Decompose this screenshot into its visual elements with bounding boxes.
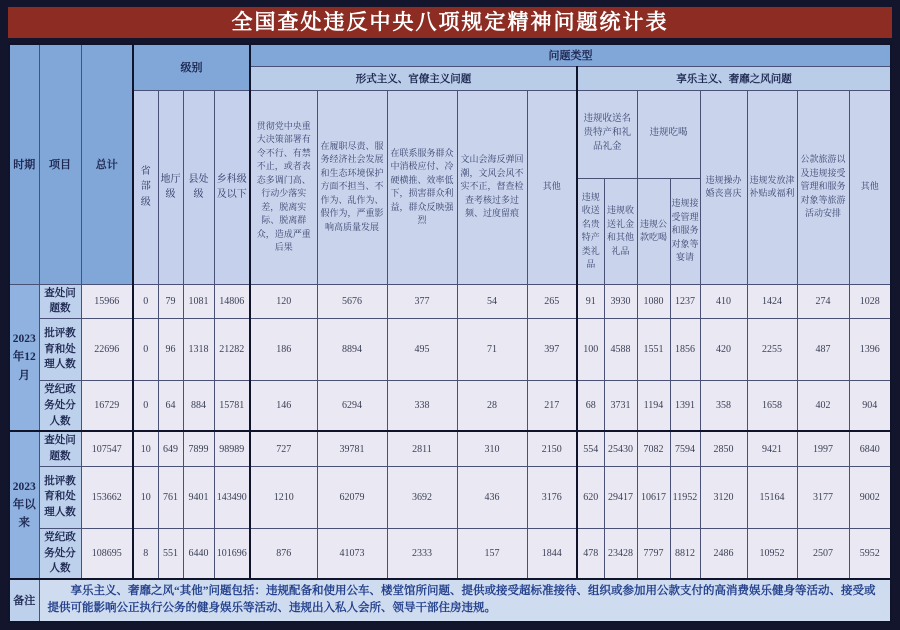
period-label: 2023年以来	[9, 431, 39, 579]
data-cell: 100	[577, 319, 604, 381]
data-cell: 8812	[670, 528, 700, 579]
row-label: 查处问题数	[39, 284, 81, 319]
data-cell: 64	[158, 381, 183, 432]
statistics-table	[8, 43, 892, 623]
data-cell: 436	[457, 466, 527, 528]
data-cell: 1194	[637, 381, 670, 432]
data-cell: 3120	[700, 466, 747, 528]
data-cell: 3177	[797, 466, 849, 528]
col-header-dining-group: 违规吃喝	[637, 90, 700, 178]
data-cell: 8	[133, 528, 158, 579]
row-label: 批评教育和处理人数	[39, 319, 81, 381]
col-header-formalism-other: 其他	[527, 90, 577, 284]
data-cell: 62079	[317, 466, 387, 528]
data-cell: 9401	[183, 466, 214, 528]
data-cell: 8894	[317, 319, 387, 381]
data-cell: 1997	[797, 431, 849, 466]
data-cell: 554	[577, 431, 604, 466]
data-cell: 2850	[700, 431, 747, 466]
data-cell: 3731	[604, 381, 637, 432]
col-header-allowance: 违规发放津补贴或福利	[747, 90, 797, 284]
data-cell: 68	[577, 381, 604, 432]
data-cell: 377	[387, 284, 457, 319]
data-cell: 2486	[700, 528, 747, 579]
data-cell: 6840	[849, 431, 891, 466]
data-cell: 397	[527, 319, 577, 381]
col-header-formalism-cat-4: 文山会海反弹回潮，文风会风不实不正，督查检查考核过多过频、过度留痕	[457, 90, 527, 284]
data-cell: 884	[183, 381, 214, 432]
data-cell: 1080	[637, 284, 670, 319]
data-cell: 5676	[317, 284, 387, 319]
data-cell: 2333	[387, 528, 457, 579]
data-cell: 15966	[81, 284, 133, 319]
data-cell: 1391	[670, 381, 700, 432]
data-cell: 420	[700, 319, 747, 381]
data-cell: 9002	[849, 466, 891, 528]
col-header-formalism-cat-2: 在履职尽责、服务经济社会发展和生态环境保护方面不担当、不作为、乱作为、假作为，严重影响高质量发展	[317, 90, 387, 284]
data-cell: 39781	[317, 431, 387, 466]
col-header-hedonism-other: 其他	[849, 90, 891, 284]
data-cell: 904	[849, 381, 891, 432]
data-cell: 29417	[604, 466, 637, 528]
data-cell: 1028	[849, 284, 891, 319]
row-label: 批评教育和处理人数	[39, 466, 81, 528]
col-header-hedonism: 享乐主义、奢靡之风问题	[577, 66, 891, 90]
data-cell: 265	[527, 284, 577, 319]
data-cell: 143490	[214, 466, 250, 528]
col-header-level-province: 省部级	[133, 90, 158, 284]
data-cell: 0	[133, 284, 158, 319]
data-cell: 7594	[670, 431, 700, 466]
data-cell: 1856	[670, 319, 700, 381]
data-cell: 23428	[604, 528, 637, 579]
data-cell: 358	[700, 381, 747, 432]
data-cell: 91	[577, 284, 604, 319]
data-cell: 153662	[81, 466, 133, 528]
data-cell: 41073	[317, 528, 387, 579]
data-cell: 1658	[747, 381, 797, 432]
row-label: 查处问题数	[39, 431, 81, 466]
data-cell: 217	[527, 381, 577, 432]
data-cell: 1424	[747, 284, 797, 319]
col-header-level-township: 乡科级及以下	[214, 90, 250, 284]
col-header-gift-group: 违规收送名贵特产和礼品礼金	[577, 90, 637, 178]
data-cell: 157	[457, 528, 527, 579]
data-cell: 186	[250, 319, 317, 381]
data-cell: 9421	[747, 431, 797, 466]
period-label: 2023年12月	[9, 284, 39, 431]
data-cell: 79	[158, 284, 183, 319]
col-header-public-travel: 公款旅游以及违规接受管理和服务对象等旅游活动安排	[797, 90, 849, 284]
col-header-formalism: 形式主义、官僚主义问题	[250, 66, 577, 90]
data-cell: 101696	[214, 528, 250, 579]
col-header-dining-sub-banquet: 违规接受管理和服务对象等宴请	[670, 178, 700, 284]
data-cell: 487	[797, 319, 849, 381]
col-header-item: 项目	[39, 44, 81, 284]
data-cell: 25430	[604, 431, 637, 466]
data-cell: 107547	[81, 431, 133, 466]
row-label: 党纪政务处分人数	[39, 381, 81, 432]
data-cell: 71	[457, 319, 527, 381]
data-cell: 10	[133, 431, 158, 466]
data-cell: 2811	[387, 431, 457, 466]
data-cell: 761	[158, 466, 183, 528]
data-cell: 7899	[183, 431, 214, 466]
data-cell: 1318	[183, 319, 214, 381]
data-cell: 876	[250, 528, 317, 579]
data-cell: 2150	[527, 431, 577, 466]
data-cell: 551	[158, 528, 183, 579]
data-cell: 3692	[387, 466, 457, 528]
data-cell: 7797	[637, 528, 670, 579]
col-header-period: 时期	[9, 44, 39, 284]
data-cell: 2507	[797, 528, 849, 579]
col-header-level-prefecture: 地厅级	[158, 90, 183, 284]
data-cell: 727	[250, 431, 317, 466]
remark-label: 备注	[9, 579, 39, 622]
data-cell: 402	[797, 381, 849, 432]
remark-text: 享乐主义、奢靡之风“其他”问题包括：违规配备和使用公车、楼堂馆所问题、提供或接受超标准接待、组织或参加用公款支付的高消费娱乐健身等活动、接受或提供可能影响公正执行公务的健身娱乐等活动、违规出入私人会所、领导干部住房违规。	[39, 579, 891, 622]
data-cell: 14806	[214, 284, 250, 319]
data-cell: 410	[700, 284, 747, 319]
data-cell: 10	[133, 466, 158, 528]
data-cell: 15164	[747, 466, 797, 528]
data-cell: 21282	[214, 319, 250, 381]
data-cell: 274	[797, 284, 849, 319]
data-cell: 22696	[81, 319, 133, 381]
data-cell: 3930	[604, 284, 637, 319]
data-cell: 478	[577, 528, 604, 579]
data-cell: 16729	[81, 381, 133, 432]
col-header-formalism-cat-3: 在联系服务群众中消极应付、冷硬横推、效率低下，损害群众利益，群众反映强烈	[387, 90, 457, 284]
col-header-dining-sub-public: 违规公款吃喝	[637, 178, 670, 284]
data-cell: 120	[250, 284, 317, 319]
data-cell: 10952	[747, 528, 797, 579]
row-label: 党纪政务处分人数	[39, 528, 81, 579]
col-header-problem-type: 问题类型	[250, 44, 891, 66]
data-cell: 620	[577, 466, 604, 528]
data-cell: 1396	[849, 319, 891, 381]
data-cell: 10617	[637, 466, 670, 528]
data-cell: 4588	[604, 319, 637, 381]
data-cell: 3176	[527, 466, 577, 528]
data-cell: 28	[457, 381, 527, 432]
data-cell: 7082	[637, 431, 670, 466]
data-cell: 6440	[183, 528, 214, 579]
data-cell: 1551	[637, 319, 670, 381]
col-header-level-group: 级别	[133, 44, 250, 90]
data-cell: 1081	[183, 284, 214, 319]
col-header-total: 总计	[81, 44, 133, 284]
data-cell: 649	[158, 431, 183, 466]
col-header-wedding-funeral: 违规操办婚丧喜庆	[700, 90, 747, 284]
data-cell: 5952	[849, 528, 891, 579]
page-title: 全国查处违反中央八项规定精神问题统计表	[8, 7, 892, 38]
data-cell: 1237	[670, 284, 700, 319]
data-cell: 0	[133, 381, 158, 432]
data-cell: 11952	[670, 466, 700, 528]
col-header-formalism-cat-1: 贯彻党中央重大决策部署有令不行、有禁不止，或者表态多调门高、行动少落实差，脱离实际、脱离群众，造成严重后果	[250, 90, 317, 284]
data-cell: 108695	[81, 528, 133, 579]
data-cell: 1210	[250, 466, 317, 528]
data-cell: 1844	[527, 528, 577, 579]
col-header-level-county: 县处级	[183, 90, 214, 284]
data-cell: 6294	[317, 381, 387, 432]
col-header-gift-sub-cash: 违规收送礼金和其他礼品	[604, 178, 637, 284]
data-cell: 98989	[214, 431, 250, 466]
data-cell: 54	[457, 284, 527, 319]
data-cell: 2255	[747, 319, 797, 381]
col-header-gift-sub-specialty: 违规收送名贵特产类礼品	[577, 178, 604, 284]
data-cell: 15781	[214, 381, 250, 432]
data-cell: 338	[387, 381, 457, 432]
data-cell: 96	[158, 319, 183, 381]
data-cell: 146	[250, 381, 317, 432]
data-cell: 495	[387, 319, 457, 381]
data-cell: 310	[457, 431, 527, 466]
data-cell: 0	[133, 319, 158, 381]
